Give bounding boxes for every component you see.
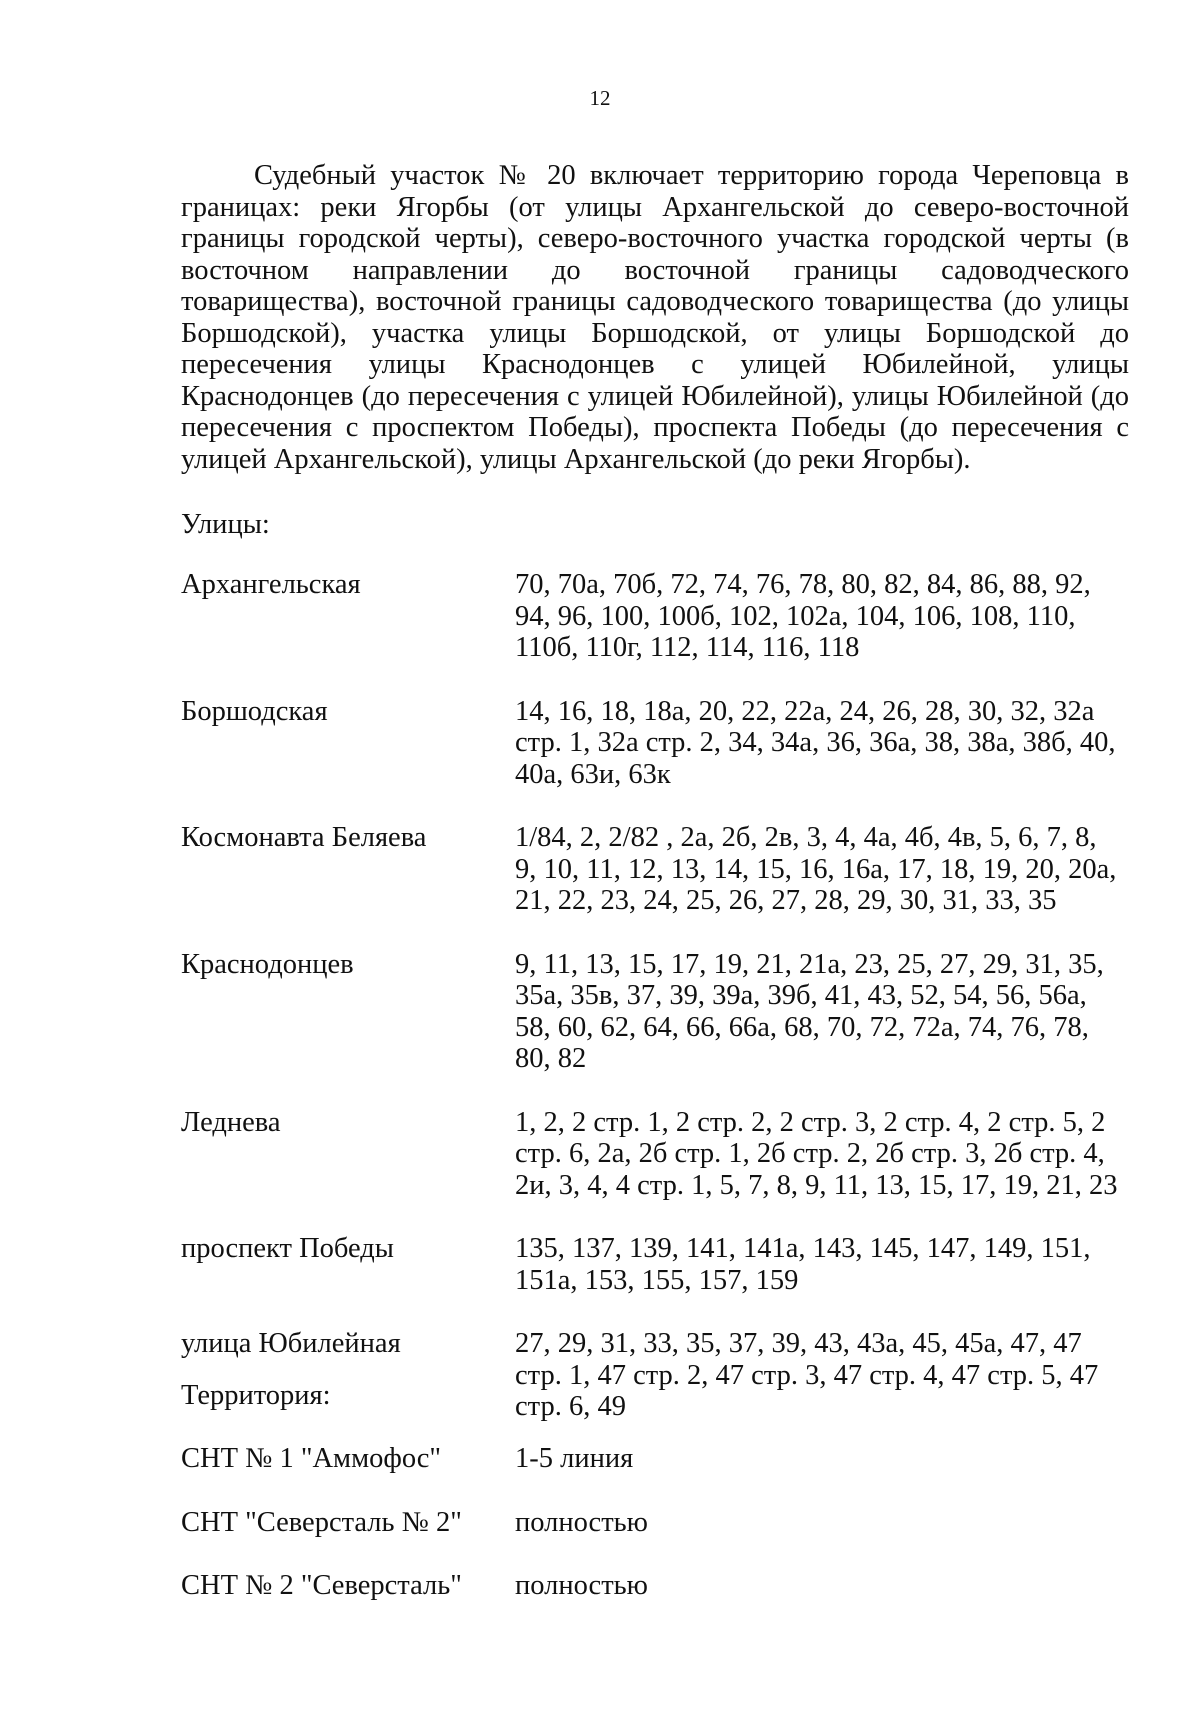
street-name: Леднева bbox=[181, 1106, 281, 1138]
territory-row bbox=[181, 1507, 1131, 1539]
street-row bbox=[181, 1107, 1131, 1202]
street-row bbox=[181, 696, 1131, 791]
street-name: Космонавта Беляева bbox=[181, 822, 427, 853]
streets-heading: Улицы: bbox=[181, 509, 270, 540]
street-houses: 1/84, 2, 2/82 , 2а, 2б, 2в, 3, 4, 4а, 4б, 4в, 5, 6, 7, 8, 9, 10, 11, 12, 13, 14, 15, 16, 16а, 17, 18, 19, 20, 20а, 21, 22, 23, 24, 25, 26, 27, 28, 29, 30, 31, 33, 35 bbox=[515, 822, 1117, 916]
street-houses: 14, 16, 18, 18а, 20, 22, 22а, 24, 26, 28, 30, 32, 32а стр. 1, 32а стр. 2, 34, 34а, 36, 36а, 38, 38а, 38б, 40, 40а, 63и, 63к bbox=[515, 695, 1116, 790]
territory-row bbox=[181, 1443, 1131, 1475]
street-houses: 135, 137, 139, 141, 141а, 143, 145, 147, 149, 151, 151а, 153, 155, 157, 159 bbox=[515, 1233, 1091, 1296]
territory-extent: 1-5 линия bbox=[515, 1443, 634, 1474]
street-row bbox=[181, 949, 1131, 1075]
page-number: 12 bbox=[589, 86, 611, 110]
territory-list bbox=[181, 1443, 1131, 1634]
streets-list bbox=[181, 569, 1131, 1455]
territory-extent: полностью bbox=[515, 1570, 648, 1601]
street-houses: 70, 70а, 70б, 72, 74, 76, 78, 80, 82, 84, 86, 88, 92, 94, 96, 100, 100б, 102, 102а, 104, 106, 108, 110, 110б, 110г, 112, 114, 116, 118 bbox=[515, 569, 1091, 663]
street-row bbox=[181, 1233, 1131, 1296]
street-name: улица Юбилейная bbox=[181, 1328, 401, 1359]
street-name: Краснодонцев bbox=[181, 948, 354, 980]
territory-extent: полностью bbox=[515, 1506, 648, 1538]
territory-name: СНТ "Северсталь № 2" bbox=[181, 1506, 462, 1538]
territory-row bbox=[181, 1570, 1131, 1602]
territory-name: СНТ № 1 "Аммофос" bbox=[181, 1443, 442, 1474]
street-row bbox=[181, 569, 1131, 664]
territory-name: СНТ № 2 "Северсталь" bbox=[181, 1570, 462, 1601]
street-name: Боршодская bbox=[181, 695, 328, 727]
intro-paragraph: Судебный участок № 20 включает территорию города Череповца в границах: реки Ягорбы (от улицы Архангельской до северо-восточной границы городской черты), северо-восточного участка городской черты (в восточном направлении до восточной границы садоводческого товарищества), восточной границы садоводческого товарищества (до улицы Боршодской), участка улицы Боршодской, от улицы Боршодской до пересечения улицы Краснодонцев с улицей Юбилейной, улицы Краснодонцев (до пересечения с улицей Юбилейной), улицы Юбилейной (до пересечения с проспектом Победы), проспекта Победы (до пересечения с улицей Архангельской), улицы Архангельской (до реки Ягорбы). bbox=[181, 160, 1129, 475]
street-houses: 9, 11, 13, 15, 17, 19, 21, 21а, 23, 25, 27, 29, 31, 35, 35а, 35в, 37, 39, 39а, 39б, 41, 43, 52, 54, 56, 56а, 58, 60, 62, 64, 66, 66а, 68, 70, 72, 72а, 74, 76, 78, 80, 82 bbox=[515, 948, 1104, 1074]
street-houses: 27, 29, 31, 33, 35, 37, 39, 43, 43а, 45, 45а, 47, 47 стр. 1, 47 стр. 2, 47 стр. 3, 47 стр. 4, 47 стр. 5, 47 стр. 6, 49 bbox=[515, 1328, 1099, 1422]
territory-heading: Территория: bbox=[181, 1380, 331, 1411]
street-name: Архангельская bbox=[181, 569, 361, 600]
street-name: проспект Победы bbox=[181, 1233, 394, 1264]
street-row bbox=[181, 822, 1131, 917]
street-houses: 1, 2, 2 стр. 1, 2 стр. 2, 2 стр. 3, 2 стр. 4, 2 стр. 5, 2 стр. 6, 2а, 2б стр. 1, 2б стр. 2, 2б стр. 3, 2б стр. 4, 2и, 3, 4, 4 стр. 1, 5, 7, 8, 9, 11, 13, 15, 17, 19, 21, 23 bbox=[515, 1106, 1118, 1201]
